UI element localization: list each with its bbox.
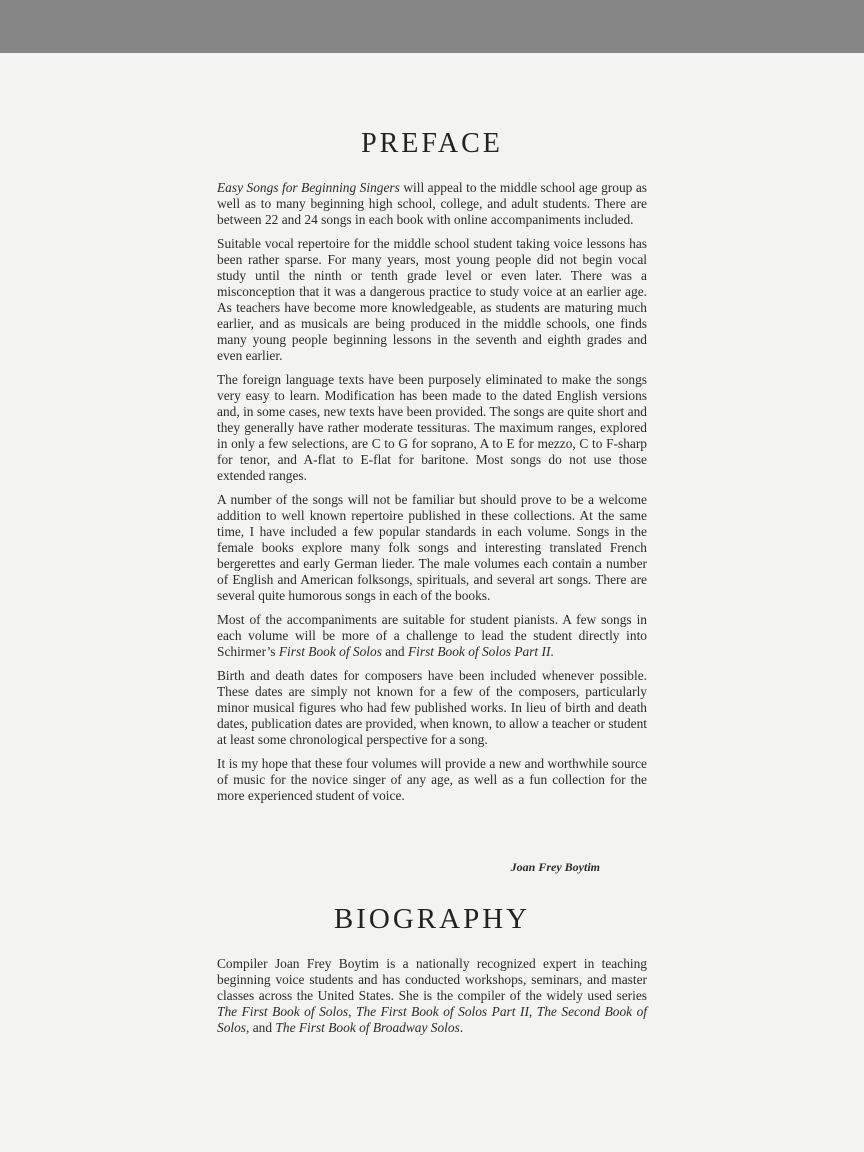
preface-paragraph-1 <box>217 180 647 228</box>
book-title-italic: The First Book of Solos Part II <box>356 1004 529 1019</box>
author-signature: Joan Frey Boytim <box>510 860 600 874</box>
preface-body <box>217 180 647 812</box>
separator-text: , <box>348 1004 357 1019</box>
biography-paragraph <box>217 956 647 1036</box>
preface-paragraph-2: Suitable vocal repertoire for the middle school student taking voice lessons has been rather sparse. For many years, most young people did not begin vocal study until the ninth or tenth grade level or even later. There was a misconception that it was a dangerous practice to study voice at an earlier age. As teachers have become more knowledgeable, as students are maturing much earlier, and as musicals are being produced in the middle schools, one finds many young people beginning lessons in the seventh and eighth grades and even earlier. <box>217 236 647 363</box>
paragraph-text: Most of the accompaniments are suitable for student pianists. A few songs in each volume will be more of a challenge to lead the student directly into Schirmer’s <box>217 612 647 659</box>
book-title-italic: Easy Songs for Beginning Singers <box>217 180 400 195</box>
preface-paragraph-4: A number of the songs will not be familiar but should prove to be a welcome addition to well known repertoire published in these collections. At the same time, I have included a few popular standards in each volume. Songs in the female books explore many folk songs and interesting translated French bergerettes and early German lieder. The male volumes each contain a number of English and American folksongs, spirituals, and several art songs. There are several quite humorous songs in each of the books. <box>217 492 647 603</box>
book-title-italic: The First Book of Broadway Solos <box>275 1020 460 1035</box>
separator-text: , and <box>246 1020 276 1035</box>
viewer-top-bar <box>0 0 864 53</box>
preface-paragraph-3: The foreign language texts have been purposely eliminated to make the songs very easy to learn. Modification has been made to the dated English versions and, in some cases, new texts have been provided. The songs are quite short and they generally have rather moderate tessituras. The maximum ranges, explored in only a few selections, are C to G for soprano, A to E for mezzo, C to F-sharp for tenor, and A-flat to E-flat for baritone. Most songs do not use those extended ranges. <box>217 372 647 483</box>
document-page <box>0 53 864 1152</box>
separator-text: , <box>528 1004 537 1019</box>
preface-paragraph-7: It is my hope that these four volumes will provide a new and worthwhile source of music for the novice singer of any age, as well as a fun collection for the more experienced student of voice. <box>217 756 647 803</box>
book-title-italic: First Book of Solos <box>278 644 382 659</box>
separator-text: . <box>459 1020 464 1035</box>
book-title-italic: The First Book of Solos <box>217 1004 349 1019</box>
book-title-italic: First Book of Solos Part II <box>407 644 551 659</box>
preface-paragraph-5 <box>217 612 647 660</box>
book-title-italic: The Second Book of Solos <box>217 1004 648 1035</box>
biography-heading: BIOGRAPHY <box>333 903 531 935</box>
paragraph-text: Compiler Joan Frey Boytim is a nationally recognized expert in teaching beginning voice students and has conducted workshops, seminars, and master classes across the United States. She is the compiler of the widely used series <box>217 956 647 1003</box>
paragraph-text: and <box>381 644 408 659</box>
preface-paragraph-6: Birth and death dates for composers have been included whenever possible. These dates are simply not known for a few of the composers, particularly minor musical figures who had few published works. In lieu of birth and death dates, publication dates are provided, when known, to allow a teacher or student at least some chronological perspective for a song. <box>217 668 647 747</box>
preface-heading: PREFACE <box>361 128 503 159</box>
biography-body <box>217 956 647 1036</box>
paragraph-text: will appeal to the middle school age group as well as to many beginning high school, college, and adult students. There are between 22 and 24 songs in each book with online accompaniments included. <box>217 180 647 227</box>
paragraph-text: . <box>550 644 554 659</box>
